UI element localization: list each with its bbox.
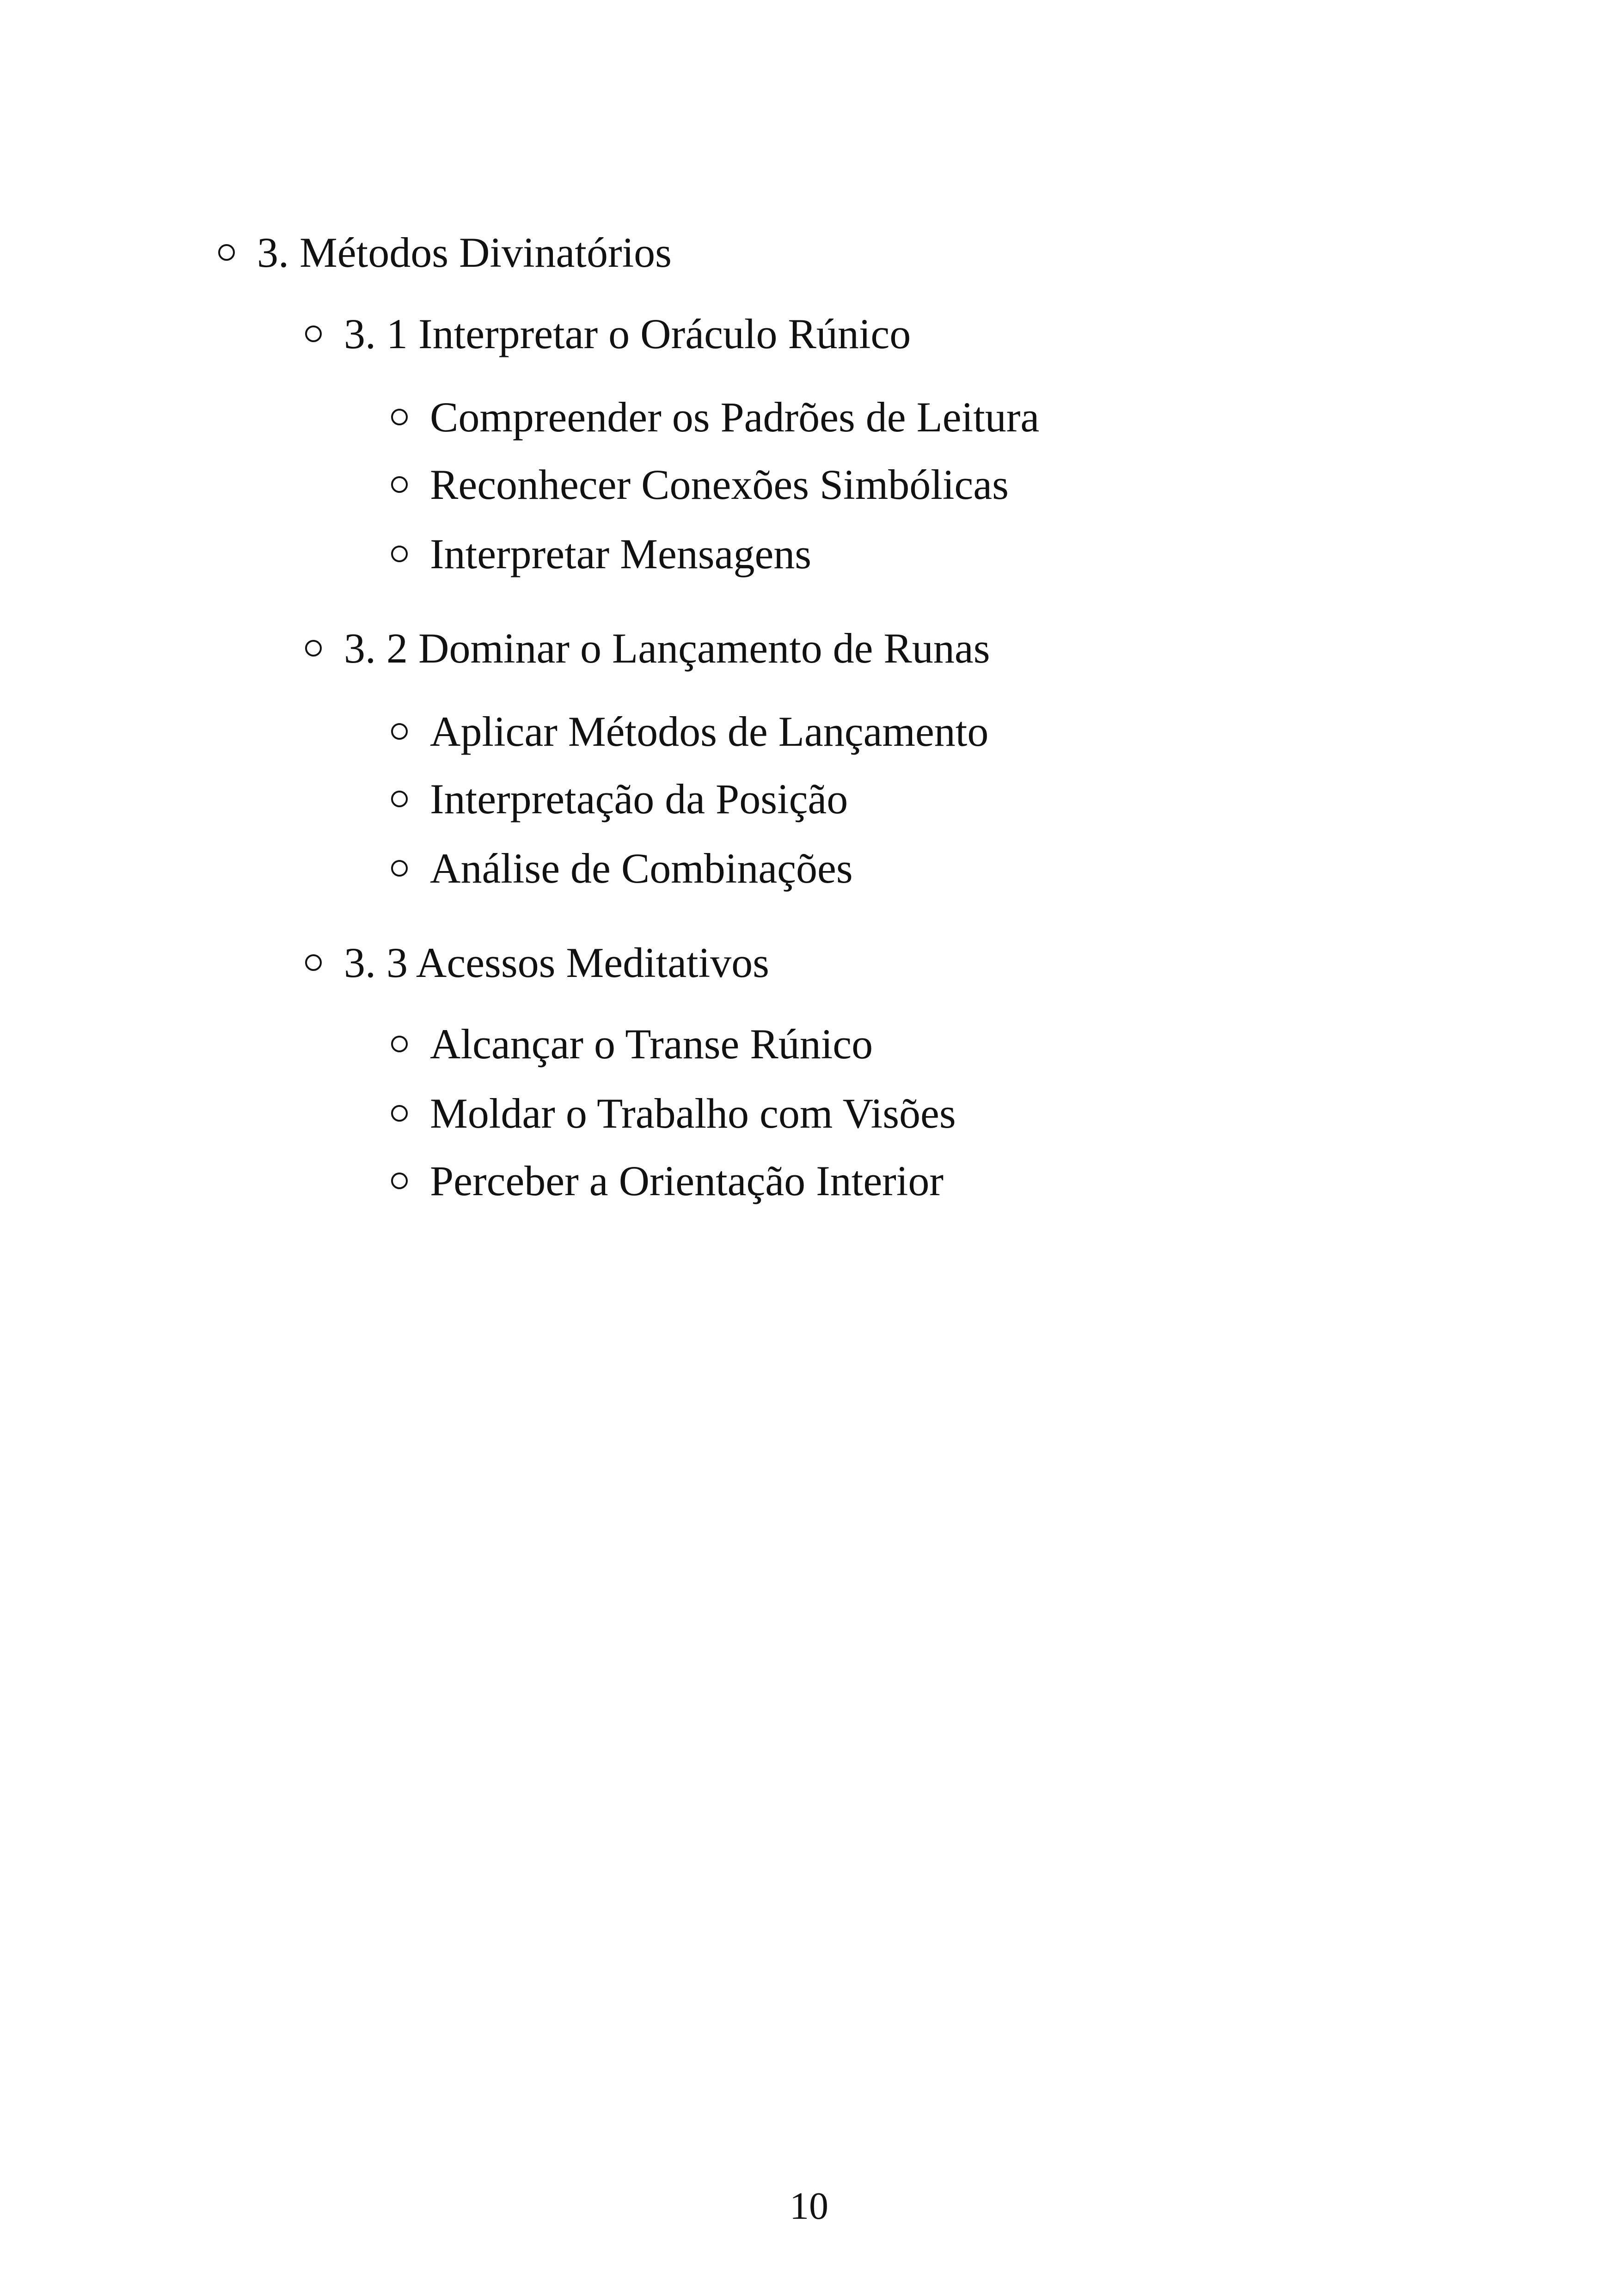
hollow-circle-bullet-icon <box>305 954 322 971</box>
outline-subsection-label: 3. 3 Acessos Meditativos <box>344 939 769 986</box>
hollow-circle-bullet-icon <box>218 244 235 261</box>
outline-topic-label: Interpretar Mensagens <box>430 530 812 577</box>
outline-topic-item <box>391 530 812 577</box>
outline-section-label: 3. Métodos Divinatórios <box>257 229 672 276</box>
hollow-circle-bullet-icon <box>391 860 408 877</box>
outline-topic-label: Alcançar o Transe Rúnico <box>430 1020 873 1068</box>
outline-topic-item <box>391 1092 956 1135</box>
outline-topic-item <box>391 710 988 753</box>
hollow-circle-bullet-icon <box>391 1036 408 1052</box>
outline-subsection-label: 3. 2 Dominar o Lançamento de Runas <box>344 625 990 672</box>
hollow-circle-bullet-icon <box>305 640 322 657</box>
hollow-circle-bullet-icon <box>391 409 408 425</box>
outline-topic-label: Compreender os Padrões de Leitura <box>430 393 1040 441</box>
hollow-circle-bullet-icon <box>391 476 408 493</box>
outline-topic-item <box>391 847 853 890</box>
outline-topic-item <box>391 463 1009 506</box>
hollow-circle-bullet-icon <box>391 1173 408 1189</box>
outline-topic-label: Análise de Combinações <box>430 845 853 892</box>
hollow-circle-bullet-icon <box>305 325 322 342</box>
hollow-circle-bullet-icon <box>391 546 408 562</box>
outline-topic-label: Moldar o Trabalho com Visões <box>430 1090 956 1137</box>
outline-subsection-label: 3. 1 Interpretar o Oráculo Rúnico <box>344 310 911 357</box>
outline-topic-label: Aplicar Métodos de Lançamento <box>430 708 989 755</box>
outline-topic-item <box>391 775 848 823</box>
outline-topic-label: Interpretação da Posição <box>430 775 848 823</box>
outline-topic-item <box>391 1020 873 1068</box>
page-number: 10 <box>790 2185 828 2228</box>
outline-topic-item <box>391 1157 944 1204</box>
outline-subsection-item <box>305 625 990 672</box>
outline-section-item <box>218 231 672 274</box>
outline-subsection-item <box>305 310 911 357</box>
outline-subsection-item <box>305 941 769 984</box>
hollow-circle-bullet-icon <box>391 723 408 740</box>
outline-topic-item <box>391 393 1040 441</box>
hollow-circle-bullet-icon <box>391 1105 408 1122</box>
outline-topic-label: Perceber a Orientação Interior <box>430 1157 944 1204</box>
outline-topic-label: Reconhecer Conexões Simbólicas <box>430 461 1009 508</box>
hollow-circle-bullet-icon <box>391 791 408 807</box>
